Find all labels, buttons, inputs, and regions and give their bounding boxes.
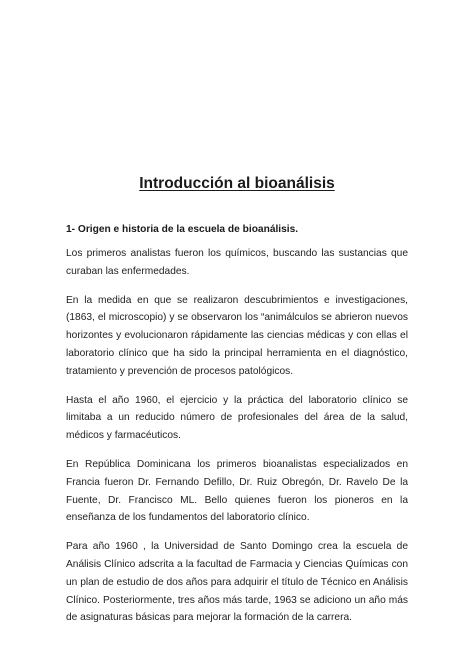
section-heading: 1- Origen e historia de la escuela de bioanálisis. [66,224,299,235]
paragraph-4: En República Dominicana los primeros bioanalistas especializados en Francia fueron Dr. Fernando Defillo, Dr. Ruiz Obregón, Dr. Ravelo De la Fuente, Dr. Francisco ML. Bello quienes fueron los pioneros en la enseñanza de los fundamentos del laboratorio clínico. [66,458,408,524]
paragraph-2: En la medida en que se realizaron descubrimientos e investigaciones, (1863, el microscopio) y se observaron los “animálculos se abrieron nuevos horizontes y evolucionaron rápidamente las ciencias médicas y con ellas el laboratorio clínico que ha sido la principal herramienta en el diagnóstico, tratamiento y prevención de procesos patológicos. [66,294,408,377]
paragraph-1: Los primeros analistas fueron los químicos, buscando las sustancias que curaban las enfermedades. [66,248,408,277]
document-title: Introducción al bioanálisis [139,175,335,192]
paragraph-5: Para año 1960 , la Universidad de Santo Domingo crea la escuela de Análisis Clínico adscrita a la facultad de Farmacia y Ciencias Químicas con un plan de estudio de dos años para adquirir el título de Técnico en Análisis Clínico. Posteriormente, tres años más tarde, 1963 se adiciono un año más de asignaturas básicas para mejorar la formación de la carrera. [66,541,408,624]
document-body [66,223,408,638]
paragraph-3: Hasta el año 1960, el ejercicio y la práctica del laboratorio clínico se limitaba a un reducido número de profesionales del área de la salud, médicos y farmacéuticos. [66,394,408,442]
